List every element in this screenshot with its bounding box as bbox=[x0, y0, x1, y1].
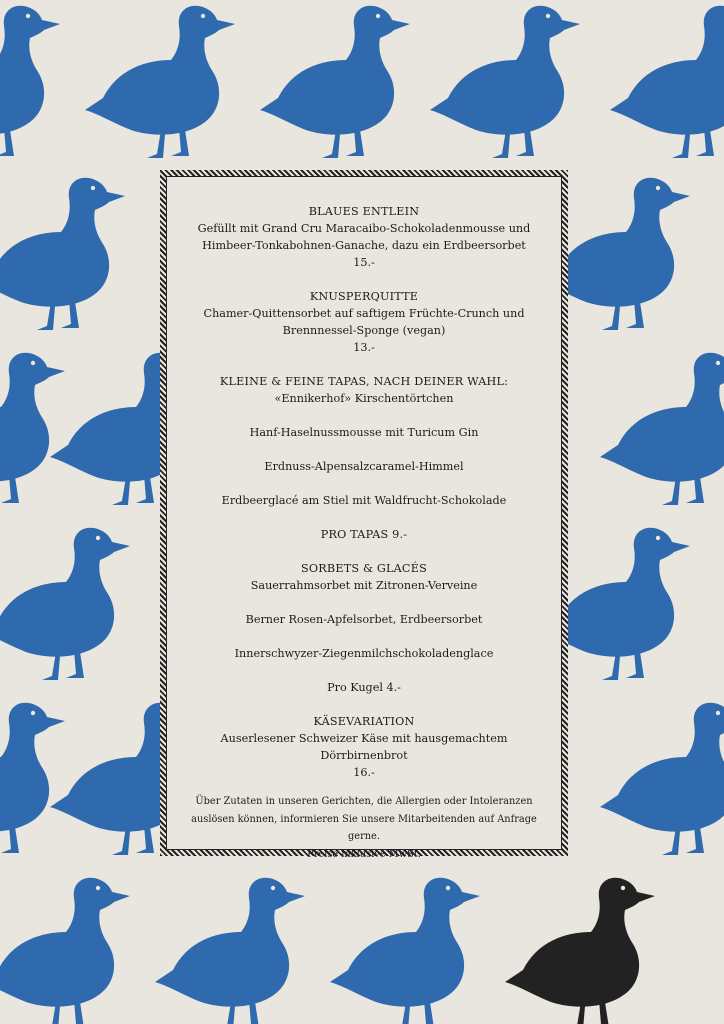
duck-icon bbox=[0, 353, 65, 505]
duck-icon bbox=[600, 353, 724, 505]
dessert-description: Gefüllt mit Grand Cru Maracaibo-Schokoladenmousse und bbox=[197, 222, 531, 235]
note-line: Über Zutaten in unseren Gerichten, die Allergien oder Intoleranzen bbox=[195, 796, 533, 807]
dessert-price: 13.- bbox=[353, 341, 375, 354]
dessert-description: Chamer-Quittensorbet auf saftigem Früchte-Crunch und bbox=[203, 307, 525, 320]
dessert-knusperquitte bbox=[181, 288, 547, 356]
duck-icon bbox=[505, 878, 655, 1024]
sorbets-section bbox=[181, 560, 547, 696]
duck-icon bbox=[0, 528, 130, 680]
kaese-section bbox=[181, 713, 547, 781]
sorbet-item: Innerschwyzer-Ziegenmilchschokoladenglace bbox=[234, 647, 494, 660]
tapas-section bbox=[181, 373, 547, 543]
duck-icon bbox=[0, 178, 125, 330]
note-line: Preise inklusive MwSt. bbox=[307, 848, 421, 860]
duck-icon bbox=[260, 6, 410, 158]
tapas-item: «Ennikerhof» Kirschentörtchen bbox=[274, 392, 454, 405]
duck-icon bbox=[0, 703, 65, 855]
dessert-price: 15.- bbox=[353, 256, 375, 269]
duck-icon bbox=[85, 6, 235, 158]
sorbet-price: Pro Kugel 4.- bbox=[327, 681, 401, 694]
duck-icon bbox=[0, 6, 60, 158]
tapas-item: Erdnuss-Alpensalzcaramel-Himmel bbox=[264, 460, 464, 473]
dessert-title: BLAUES ENTLEIN bbox=[308, 205, 420, 218]
section-title: SORBETS & GLACÉS bbox=[301, 562, 427, 575]
dessert-blaues-entlein bbox=[181, 203, 547, 271]
note-line: auslösen können, informieren Sie unsere Mitarbeitenden auf Anfrage gerne. bbox=[191, 813, 537, 842]
menu-frame bbox=[160, 170, 568, 860]
duck-icon bbox=[430, 6, 580, 158]
duck-icon bbox=[600, 703, 724, 855]
menu-card bbox=[166, 176, 562, 860]
tapas-item: Erdbeerglacé am Stiel mit Waldfrucht-Schokolade bbox=[221, 494, 507, 507]
tapas-price: PRO TAPAS 9.- bbox=[320, 528, 408, 541]
dessert-description: Brennnessel-Sponge (vegan) bbox=[282, 324, 446, 337]
kaese-description: Auserlesener Schweizer Käse mit hausgemachtem Dörrbirnenbrot bbox=[220, 732, 508, 762]
tapas-item: Hanf-Haselnussmousse mit Turicum Gin bbox=[249, 426, 479, 439]
duck-icon bbox=[610, 6, 724, 158]
allergy-note bbox=[181, 793, 547, 863]
sorbet-item: Sauerrahmsorbet mit Zitronen-Verveine bbox=[250, 579, 478, 592]
duck-icon bbox=[0, 878, 130, 1024]
duck-icon bbox=[155, 878, 305, 1024]
section-title: KÄSEVARIATION bbox=[313, 715, 415, 728]
dessert-title: KNUSPERQUITTE bbox=[309, 290, 419, 303]
dessert-description: Himbeer-Tonkabohnen-Ganache, dazu ein Erdbeersorbet bbox=[202, 239, 526, 252]
sorbet-item: Berner Rosen-Apfelsorbet, Erdbeersorbet bbox=[245, 613, 483, 626]
duck-icon bbox=[330, 878, 480, 1024]
section-title: KLEINE & FEINE TAPAS, NACH DEINER WAHL: bbox=[219, 375, 509, 388]
kaese-price: 16.- bbox=[353, 766, 375, 779]
